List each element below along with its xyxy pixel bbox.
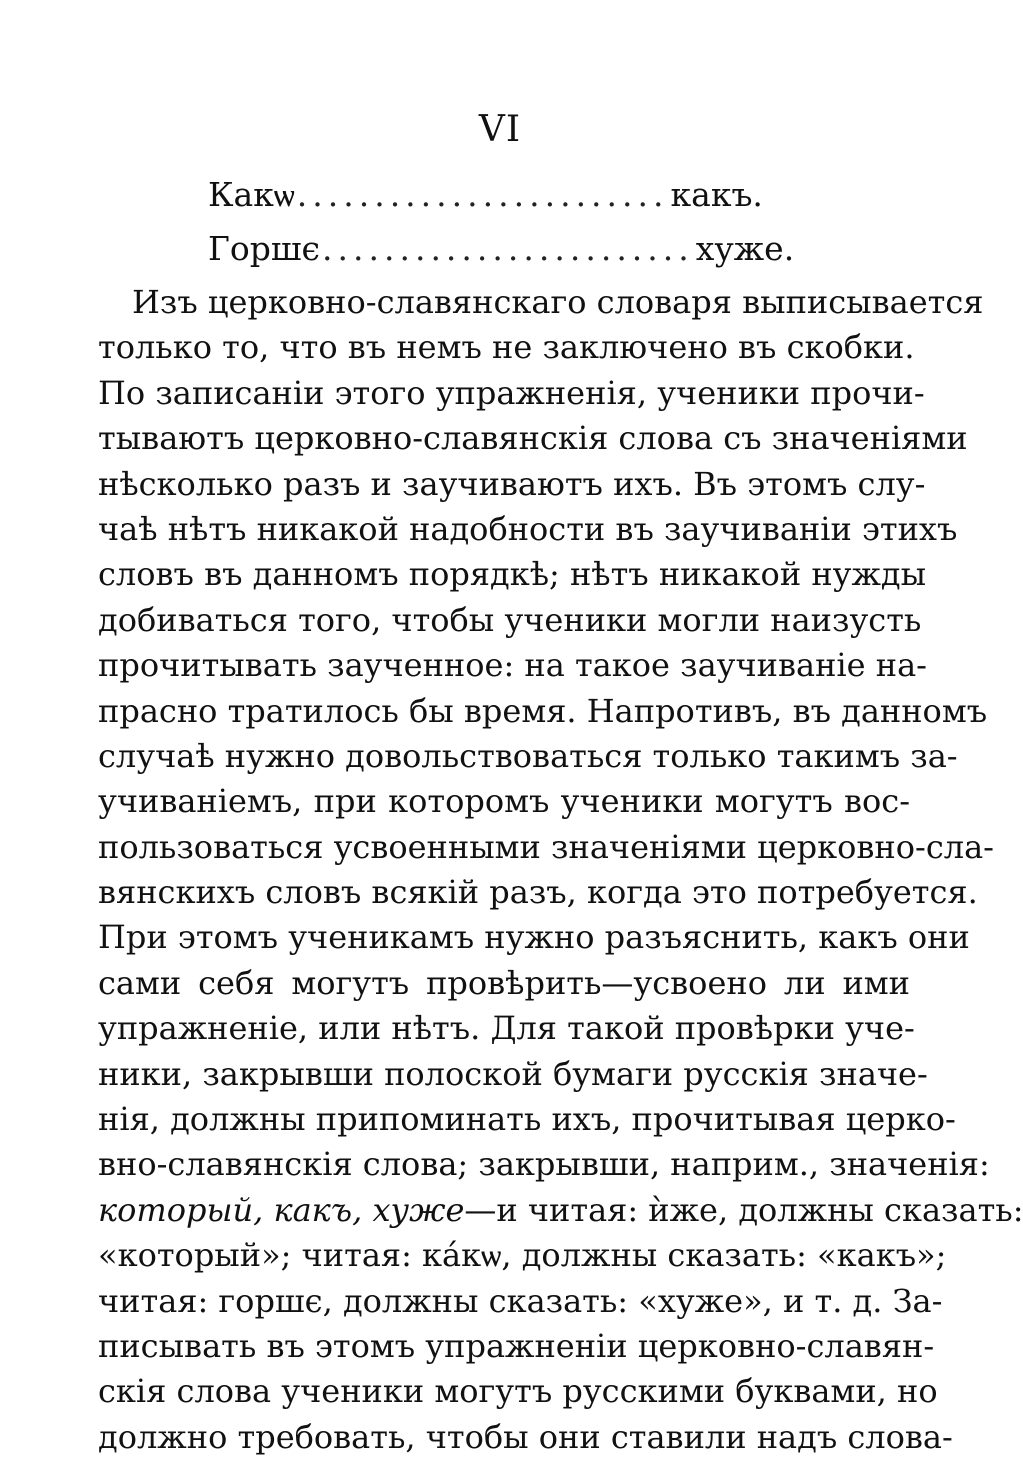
text-line-rest: —и читая: ѝже, должны сказать:: [464, 1190, 1023, 1229]
text-line: нѣсколько разъ и заучиваютъ ихъ. Въ этомъ слу-: [98, 464, 926, 503]
italic-words: который, какъ, хуже: [98, 1190, 465, 1229]
text-line: прочитывать заученное: на такое заучиваніе на-: [98, 646, 927, 685]
page-number: VI: [478, 109, 522, 150]
text-line: нія, должны припоминать ихъ, прочитывая церко-: [98, 1100, 956, 1139]
text-line: писывать въ этомъ упражненіи церковно-славян-: [98, 1326, 935, 1365]
glossary-entry: [208, 168, 763, 222]
dot-leader: ........................: [296, 175, 669, 214]
glossary-term: Горшє: [208, 229, 321, 268]
text-line: сами себя могутъ провѣрить—усвоено ли ими: [98, 963, 910, 1002]
dot-leader: ........................: [322, 229, 694, 268]
text-line: [98, 1188, 1023, 1233]
body-paragraph: [98, 280, 1023, 1460]
text-line: случаѣ нужно довольствоваться только такимъ за-: [98, 736, 958, 775]
text-line: словъ въ данномъ порядкѣ; нѣтъ никакой нужды: [98, 555, 927, 594]
text-line: Изъ церковно-славянскаго словаря выписывается: [132, 283, 984, 321]
text-line: пользоваться усвоенными значеніями церковно-сла-: [98, 827, 994, 866]
text-line: ники, закрывши полоской бумаги русскія значе-: [98, 1054, 928, 1093]
text-line: По записаніи этого упражненія, ученики прочи-: [98, 373, 925, 412]
text-line: чаѣ нѣтъ никакой надобности въ заучиваніи этихъ: [98, 509, 958, 548]
text-line: только то, что въ немъ не заключено въ скобки.: [98, 328, 915, 367]
text-line: скія слова ученики могутъ русскими буквами, но: [98, 1372, 938, 1411]
text-line: должно требовать, чтобы они ставили надъ слова-: [98, 1417, 953, 1456]
glossary-meaning: хуже.: [695, 229, 795, 268]
text-line: упражненіе, или нѣтъ. Для такой провѣрки уче-: [98, 1009, 915, 1048]
text-line: тываютъ церковно-славянскія слова съ значеніями: [98, 419, 968, 458]
glossary-term: Какѡ: [208, 175, 295, 214]
text-line: При этомъ ученикамъ нужно разъяснить, какъ они: [98, 918, 970, 957]
text-line: читая: горшє, должны сказать: «хуже», и т. д. За-: [98, 1281, 943, 1320]
text-line: «который»; читая: кáкѡ, должны сказать: «какъ»;: [98, 1236, 947, 1275]
glossary-entry: [208, 222, 795, 276]
text-line: прасно тратилось бы время. Напротивъ, въ данномъ: [98, 691, 988, 730]
text-line: вно-славянскія слова; закрывши, наприм., значенія:: [98, 1145, 990, 1184]
text-line: вянскихъ словъ всякій разъ, когда это потребуется.: [98, 873, 978, 912]
text-line: учиваніемъ, при которомъ ученики могутъ вос-: [98, 782, 910, 821]
text-line: добиваться того, чтобы ученики могли наизусть: [98, 600, 922, 639]
glossary-list: [208, 168, 795, 276]
glossary-meaning: какъ.: [670, 175, 763, 214]
